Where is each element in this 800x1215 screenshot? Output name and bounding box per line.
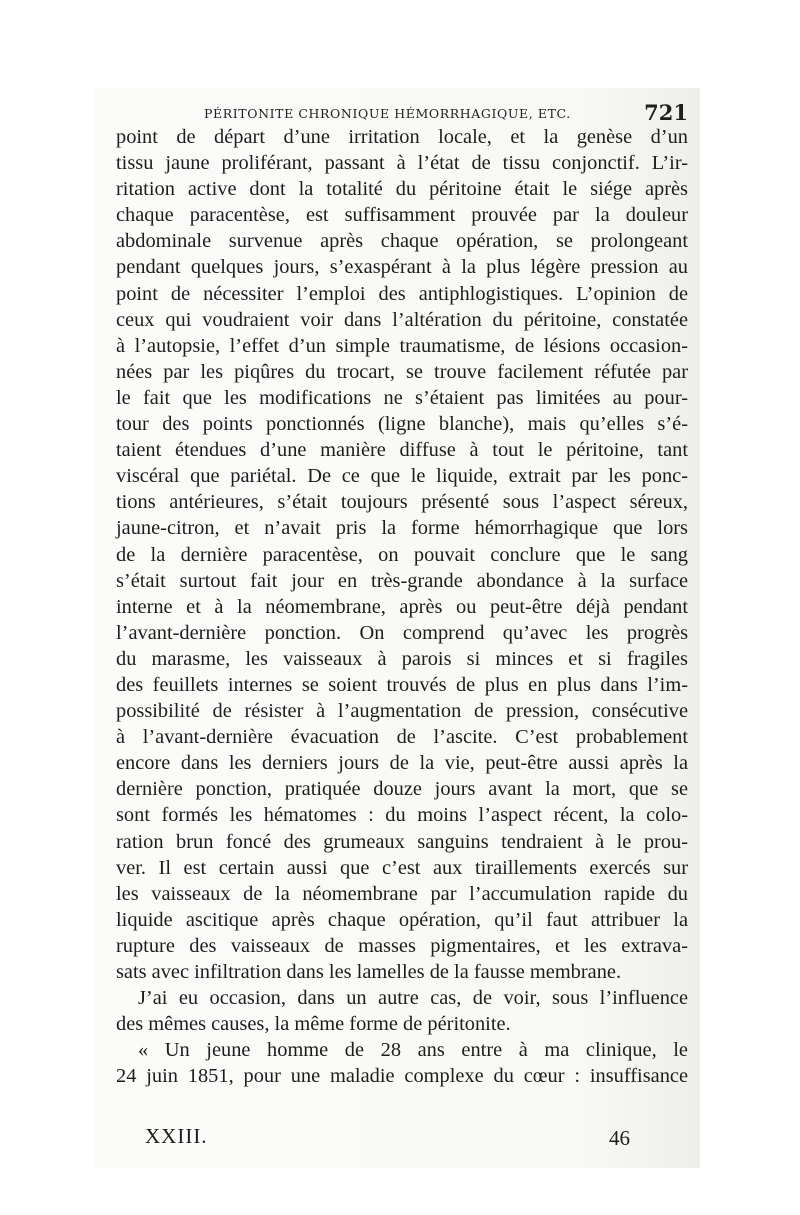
text-line: le fait que les modifications ne s’étaient pas limitées au pour- <box>116 386 688 409</box>
text-line: pendant quelques jours, s’exaspérant à la plus légère pression au <box>116 256 688 279</box>
text-line: les vaisseaux de la néomembrane par l’accumulation rapide du <box>116 882 688 905</box>
paragraph-end-line: sats avec infiltration dans les lamelles de la fausse membrane. <box>116 961 622 983</box>
text-line: point de départ d’une irritation locale, et la genèse d’un <box>116 126 688 148</box>
text-line: 24 juin 1851, pour une maladie complexe du cœur : insuffisance <box>116 1065 688 1088</box>
text-line: s’était surtout fait jour en très-grande abondance à la surface <box>116 569 688 592</box>
signature-mark: XXIII. <box>145 1124 208 1148</box>
text-line: liquide ascitique après chaque opération, qu’il faut attribuer la <box>116 908 688 931</box>
text-line: ritation active dont la totalité du péritoine était le siége après <box>116 178 688 201</box>
sheet-number: 46 <box>609 1126 630 1150</box>
page-number: 721 <box>644 100 688 125</box>
quote-start-line: « Un jeune homme de 28 ans entre à ma clinique, le <box>138 1039 688 1062</box>
text-line: dernière ponction, pratiquée douze jours avant la mort, que se <box>116 778 688 801</box>
paragraph-end-line: des mêmes causes, la même forme de péritonite. <box>116 1013 511 1036</box>
text-line: du marasme, les vaisseaux à parois si minces et si fragiles <box>116 647 688 670</box>
page-footer <box>145 1124 630 1152</box>
text-line: chaque paracentèse, est suffisamment prouvée par la douleur <box>116 204 688 227</box>
text-line: interne et à la néomembrane, après ou peut-être déjà pendant <box>116 595 688 618</box>
paragraph-start-line: J’ai eu occasion, dans un autre cas, de voir, sous l’influence <box>138 987 688 1010</box>
text-line: point de nécessiter l’emploi des antiphlogistiques. L’opinion de <box>116 282 688 305</box>
text-line: à l’autopsie, l’effet d’un simple traumatisme, de lésions occasion- <box>116 334 688 357</box>
text-line: taient étendues d’une manière diffuse à tout le péritoine, tant <box>116 439 688 462</box>
text-line: de la dernière paracentèse, on pouvait conclure que le sang <box>116 543 688 566</box>
text-line: nées par les piqûres du trocart, se trouve facilement réfutée par <box>116 360 688 383</box>
text-line: ration brun foncé des grumeaux sanguins tendraient à le prou- <box>116 830 688 853</box>
text-line: ceux qui voudraient voir dans l’altération du péritoine, constatée <box>116 308 688 331</box>
running-header <box>114 100 688 124</box>
text-line: ver. Il est certain aussi que c’est aux tiraillements exercés sur <box>116 856 688 879</box>
text-line: à l’avant-dernière évacuation de l’ascite. C’est probablement <box>116 726 688 749</box>
text-line: tissu jaune proliférant, passant à l’état de tissu conjonctif. L’ir- <box>116 152 688 175</box>
text-line: des feuillets internes se soient trouvés de plus en plus dans l’im- <box>116 673 688 696</box>
text-line: rupture des vaisseaux de masses pigmentaires, et les extrava- <box>116 934 688 957</box>
text-line: abdominale survenue après chaque opération, se prolongeant <box>116 230 688 253</box>
body-text <box>116 124 688 1089</box>
text-line: sont formés les hématomes : du moins l’aspect récent, la colo- <box>116 804 688 827</box>
text-line: l’avant-dernière ponction. On comprend qu’avec les progrès <box>116 621 688 644</box>
text-line: encore dans les derniers jours de la vie, peut-être aussi après la <box>116 752 688 775</box>
running-title: PÉRITONITE CHRONIQUE HÉMORRHAGIQUE, ETC. <box>204 106 571 121</box>
text-line: possibilité de résister à l’augmentation de pression, consécutive <box>116 700 688 723</box>
text-line: viscéral que pariétal. De ce que le liquide, extrait par les ponc- <box>116 465 688 488</box>
text-line: jaune-citron, et n’avait pris la forme hémorrhagique que lors <box>116 517 688 540</box>
text-line: tour des points ponctionnés (ligne blanche), mais qu’elles s’é- <box>116 413 688 436</box>
text-line: tions antérieures, s’était toujours présenté sous l’aspect séreux, <box>116 491 688 514</box>
